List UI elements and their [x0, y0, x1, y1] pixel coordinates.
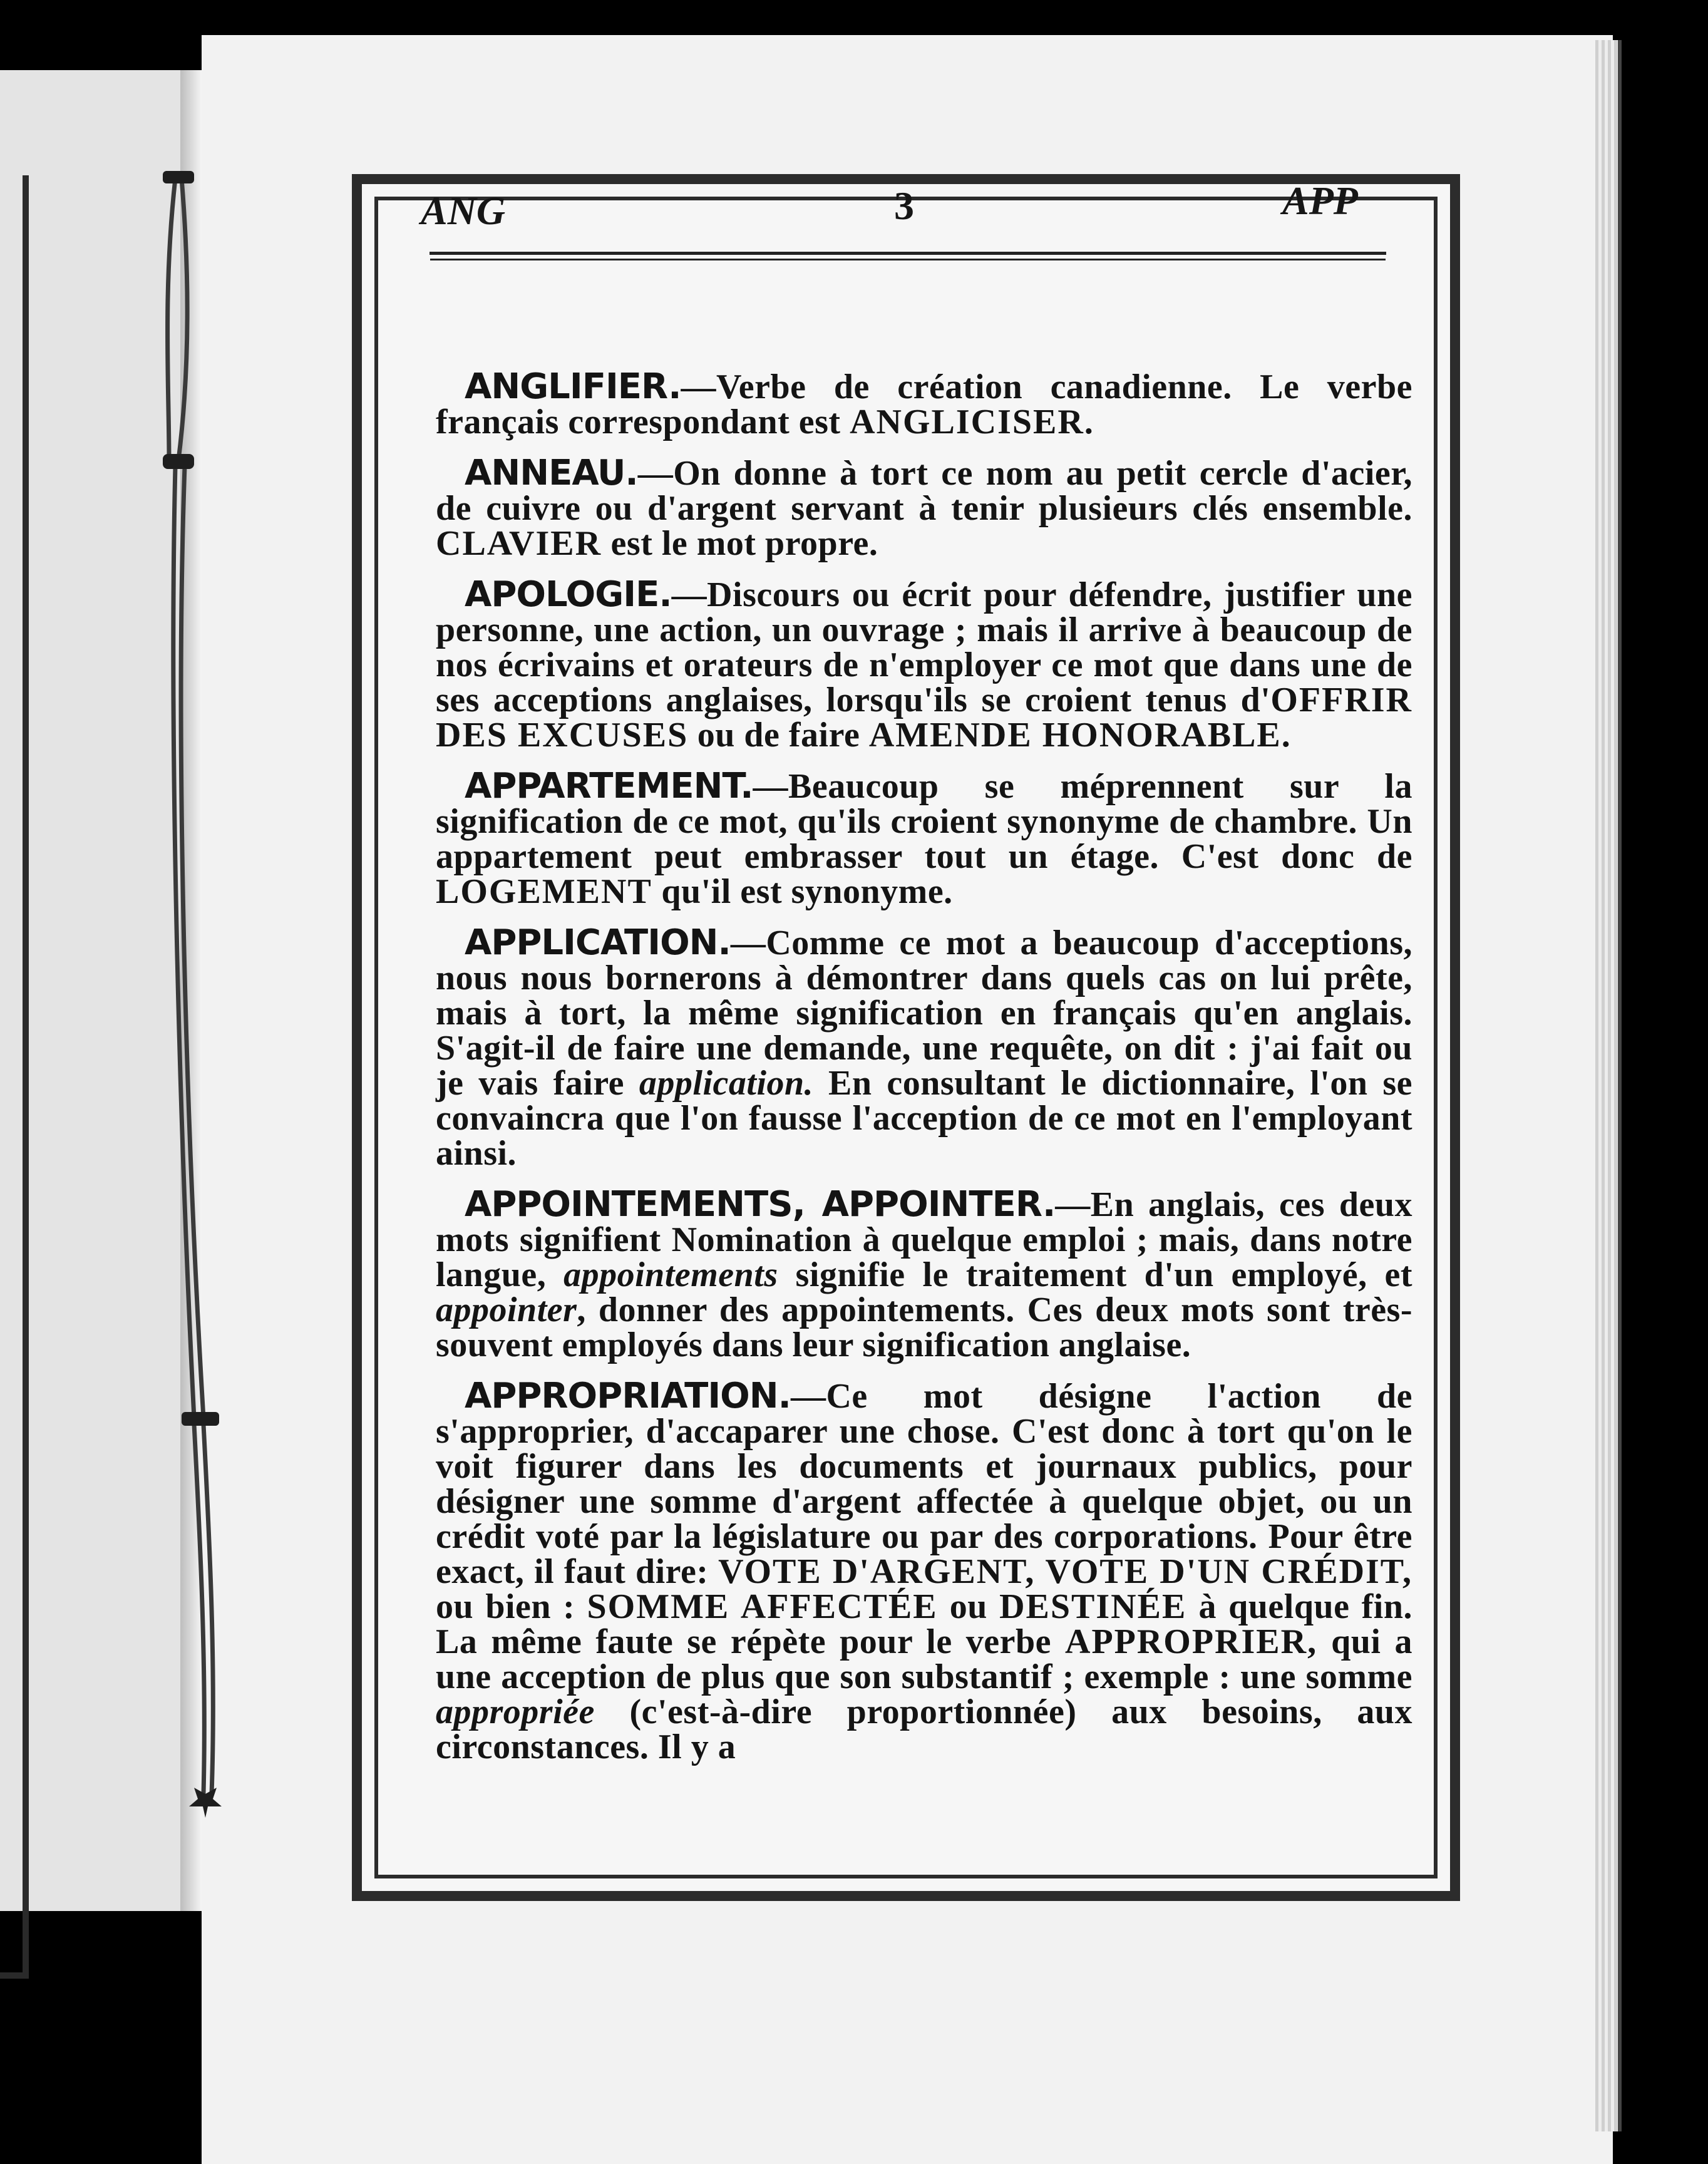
italic-term: appropriée — [436, 1693, 595, 1731]
running-head-right: APP — [1282, 178, 1358, 223]
small-caps-term: DESTINÉE — [999, 1587, 1187, 1626]
entry-text: ou bien : — [436, 1587, 587, 1626]
entry-text: —Beaucoup se méprennent sur la signification de ce mot, qu'ils croient synonyme de chambre. Un appartement peut embrasser tout un étage. C'est donc de — [436, 767, 1412, 876]
header-rule — [430, 252, 1386, 255]
entry-headword: APOLOGIE. — [465, 574, 672, 615]
small-caps-term: CLAVIER — [436, 524, 602, 563]
left-page — [0, 70, 180, 1911]
small-caps-term: ANGLICISER. — [850, 403, 1094, 441]
dictionary-entry — [436, 366, 1412, 441]
entry-headword: APPLICATION. — [465, 922, 731, 963]
left-page-border — [0, 175, 29, 1979]
italic-term: application. — [639, 1064, 814, 1103]
running-head-left: ANG — [421, 188, 506, 233]
entry-text: ou de faire — [688, 716, 869, 755]
italic-term: appointements — [563, 1255, 778, 1294]
entry-headword: APPOINTEMENTS, APPOINTER. — [465, 1184, 1056, 1225]
binding-thread — [157, 166, 232, 1819]
entry-text: —Discours ou écrit pour défendre, justifier une personne, une action, un ouvrage ; mais il arrive à beaucoup de nos écrivains et orateurs de n'employer ce mot que dans une de ses acceptions anglaises, lorsqu'ils se croient tenus d' — [436, 575, 1412, 719]
entry-headword: ANNEAU. — [465, 453, 638, 493]
small-caps-term: APPROPRIER, — [1065, 1622, 1318, 1661]
small-caps-term: LOGEMENT — [436, 872, 652, 911]
entry-text: qu'il est synonyme. — [652, 872, 953, 911]
dictionary-entry — [436, 922, 1412, 1173]
entry-text: (c'est-à-dire proportionnée) aux besoins, aux circonstances. Il y a — [436, 1693, 1412, 1766]
dictionary-entry — [436, 1376, 1413, 1766]
dictionary-entries — [436, 366, 1413, 1781]
entry-text: ou — [937, 1587, 1000, 1626]
page-number: 3 — [894, 183, 914, 228]
entry-text: En consultant le dictionnaire, l'on se convaincra que l'on fausse l'acception de ce mot en l'employant ainsi. — [436, 1064, 1412, 1173]
small-caps-term: VOTE D'ARGENT, VOTE D'UN CRÉDIT, — [718, 1552, 1412, 1591]
dictionary-entry — [436, 453, 1412, 563]
entry-headword: APPROPRIATION. — [465, 1376, 791, 1416]
entry-text: —Comme ce mot a beaucoup d'acceptions, nous nous bornerons à démontrer dans quels cas on lui prête, mais à tort, la même signification en français qu'en anglais. S'agit-il de faire une demande, une requête, on dit : j'ai fait ou je vais faire — [436, 924, 1412, 1103]
entry-text: —En anglais, ces deux mots signifient Nomination à quelque emploi ; mais, dans notre langue, — [436, 1185, 1412, 1294]
page-edges — [1595, 40, 1622, 2131]
entry-text: , donner des appointements. Ces deux mots sont très-souvent employés dans leur signification anglaise. — [436, 1291, 1412, 1364]
italic-term: appointer — [436, 1291, 577, 1329]
entry-headword: APPARTEMENT. — [465, 766, 753, 806]
entry-headword: ANGLIFIER. — [465, 366, 681, 407]
dictionary-entry — [436, 766, 1412, 911]
small-caps-term: OFFRIR DES EXCUSES — [436, 681, 1412, 755]
entry-text: —Ce mot désigne l'action de s'approprier, d'accaparer une chose. C'est donc à tort qu'on le voit figurer dans les documents et journaux publics, pour désigner une somme d'argent affectée à quelque objet, ou un crédit voté par la législature ou par des corporations. Pour être exact, il faut dire: — [436, 1377, 1412, 1591]
entry-text: —Verbe de création canadienne. Le verbe français correspondant est — [436, 368, 1412, 441]
entry-text: qui a une acception de plus que son substantif ; exemple : une somme — [436, 1622, 1412, 1696]
entry-text: signifie le traitement d'un employé, et — [778, 1255, 1413, 1294]
entry-text: est le mot propre. — [602, 524, 878, 563]
small-caps-term: AMENDE HONORABLE. — [868, 716, 1292, 755]
small-caps-term: SOMME AFFECTÉE — [587, 1587, 938, 1626]
dictionary-entry — [436, 1184, 1413, 1364]
entry-text: —On donne à tort ce nom au petit cercle d'acier, de cuivre ou d'argent servant à tenir plusieurs clés ensemble. — [436, 454, 1412, 528]
dictionary-entry — [436, 574, 1412, 755]
entry-text: à quelque fin. La même faute se répète pour le verbe — [436, 1587, 1413, 1661]
